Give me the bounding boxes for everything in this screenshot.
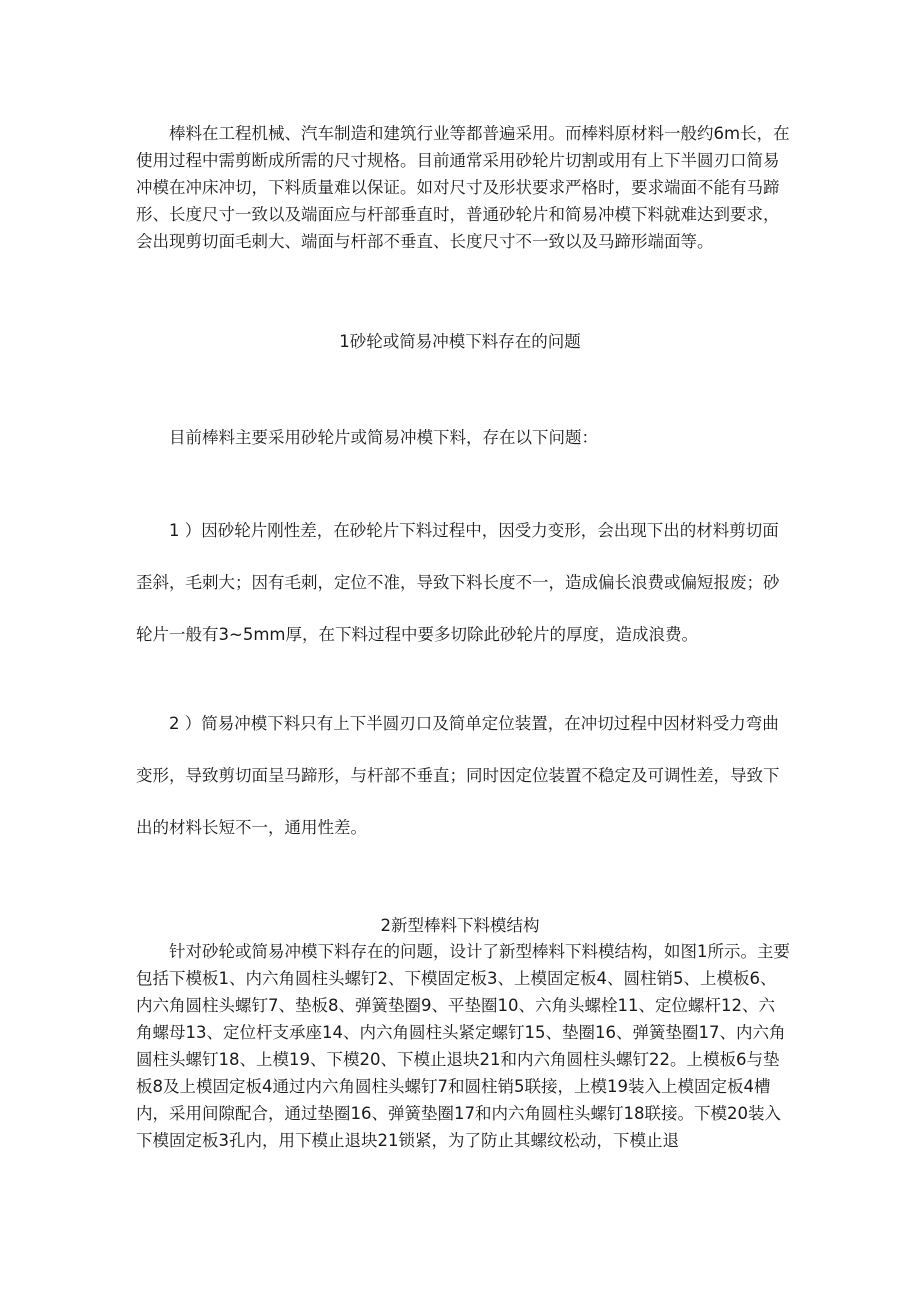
problem-1-paragraph: 1 ）因砂轮片刚性差，在砂轮片下料过程中，因受力变形，会出现下出的材料剪切面歪斜，毛刺大；因有毛刺，定位不准，导致下料长度不一，造成偏长浪费或偏短报废；砂轮片一般有3~5mm厚，在下料过程中要多切除此砂轮片的厚度，造成浪费。: [136, 521, 780, 644]
problem-2-paragraph: 2 ）简易冲模下料只有上下半圆刃口及简单定位装置，在冲切过程中因材料受力弯曲变形，导致剪切面呈马蹄形，与杆部不垂直；同时因定位装置不稳定及可调性差，导致下出的材料长短不一，通用性差。: [136, 714, 780, 837]
section-2-heading: 2新型棒料下料模结构: [380, 916, 540, 935]
section-2-body-paragraph: 针对砂轮或简易冲模下料存在的问题，设计了新型棒料下料模结构，如图1所示。主要包括下模板1、内六角圆柱头螺钉2、下模固定板3、上模固定板4、圆柱销5、上模板6、内六角圆柱头螺钉7、垫板8、弹簧垫圈9、平垫圈10、六角头螺栓11、定位螺杆12、六角螺母13、定位杆支承座14、内六角圆柱头紧定螺钉15、垫圈16、弹簧垫圈17、内六角圆柱头螺钉18、上模19、下模20、下模止退块21和内六角圆柱头螺钉22。上模板6与垫板8及上模固定板4通过内六角圆柱头螺钉7和圆柱销5联接，上模19装入上模固定板4槽内，采用间隙配合，通过垫圈16、弹簧垫圈17和内六角圆柱头螺钉18联接。下模20装入下模固定板3孔内，用下模止退块21锁紧，为了防止其螺纹松动，下模止退: [136, 942, 790, 1150]
section-1-heading: 1砂轮或简易冲模下料存在的问题: [339, 332, 581, 351]
section-1-lead-paragraph: 目前棒料主要采用砂轮片或简易冲模下料，存在以下问题：: [169, 428, 598, 447]
intro-paragraph: 棒料在工程机械、汽车制造和建筑行业等都普遍采用。而棒料原材料一般约6m长，在使用过程中需剪断成所需的尺寸规格。目前通常采用砂轮片切割或用有上下半圆刃口简易冲模在冲床冲切，下料质量难以保证。如对尺寸及形状要求严格时，要求端面不能有马蹄形、长度尺寸一致以及端面应与杆部垂直时，普通砂轮片和简易冲模下料就难达到要求，会出现剪切面毛刺大、端面与杆部不垂直、长度尺寸不一致以及马蹄形端面等。: [136, 124, 790, 251]
